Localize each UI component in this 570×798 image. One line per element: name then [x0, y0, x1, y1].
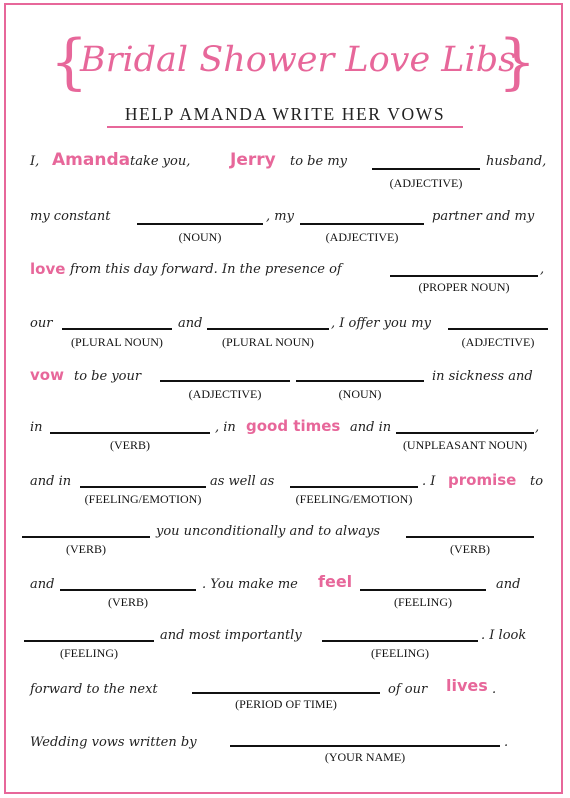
blank-label: (ADJECTIVE): [188, 387, 262, 401]
blank-feeling-emotion[interactable]: [80, 486, 206, 488]
blank-label: (UNPLEASANT NOUN): [402, 438, 528, 452]
line-1-name-2: Jerry: [230, 150, 276, 170]
blank-unpleasant-noun[interactable]: [396, 432, 534, 434]
blank-feeling[interactable]: [322, 640, 478, 642]
line-11-text-3: .: [492, 682, 497, 697]
blank-noun[interactable]: [137, 223, 263, 225]
line-9-text-1: and: [30, 577, 55, 592]
line-11-highlight-lives: lives: [446, 676, 488, 695]
line-3-text-1: from this day forward. In the presence of: [70, 262, 342, 277]
line-7-text-1: and in: [30, 474, 72, 489]
line-3-highlight-love: love: [30, 260, 66, 278]
right-brace: }: [498, 27, 537, 97]
page-title: Bridal Shower Love Libs: [80, 40, 517, 80]
line-11-text-1: forward to the next: [30, 682, 158, 697]
blank-verb[interactable]: [50, 432, 210, 434]
line-4-text-3: , I offer you my: [331, 316, 431, 331]
blank-label: (FEELING): [394, 595, 452, 609]
blank-verb[interactable]: [406, 536, 534, 538]
blank-label: (FEELING): [60, 646, 118, 660]
blank-label: (FEELING/EMOTION): [295, 492, 413, 506]
line-5-highlight-vow: vow: [30, 366, 64, 384]
blank-label: (VERB): [108, 595, 148, 609]
line-7-text-2: as well as: [210, 474, 275, 489]
blank-your-name[interactable]: [230, 745, 500, 747]
line-2-text-1: my constant: [30, 209, 111, 224]
line-8-text-1: you unconditionally and to always: [156, 524, 381, 539]
line-7-highlight-promise: promise: [448, 471, 517, 489]
blank-feeling[interactable]: [360, 589, 486, 591]
blank-label: (PERIOD OF TIME): [235, 697, 337, 711]
line-7-text-3: . I: [422, 474, 436, 489]
line-9-text-3: and: [496, 577, 521, 592]
blank-label: (ADJECTIVE): [325, 230, 399, 244]
line-10-text-1: and most importantly: [160, 628, 302, 643]
blank-label: (PLURAL NOUN): [222, 335, 314, 349]
line-1-text-2: take you,: [130, 154, 191, 169]
line-4-text-1: our: [30, 316, 53, 331]
blank-label: (FEELING/EMOTION): [84, 492, 202, 506]
line-2-text-3: partner and my: [432, 209, 535, 224]
line-10-text-2: . I look: [481, 628, 527, 643]
blank-noun[interactable]: [296, 380, 424, 382]
line-5-text-2: in sickness and: [432, 369, 533, 384]
line-11-text-2: of our: [388, 682, 428, 697]
blank-label: (VERB): [450, 542, 490, 556]
line-12-text-1: Wedding vows written by: [30, 735, 197, 750]
line-1-text-3: to be my: [290, 154, 348, 169]
line-5-text-1: to be your: [74, 369, 142, 384]
line-6-text-3: and in: [350, 420, 392, 435]
line-12-text-2: .: [504, 735, 509, 750]
blank-verb[interactable]: [60, 589, 196, 591]
line-6-text-2: , in: [215, 420, 236, 435]
blank-adjective[interactable]: [372, 168, 480, 170]
line-1-name-1: Amanda: [52, 150, 131, 170]
blank-verb[interactable]: [22, 536, 150, 538]
blank-label: (PROPER NOUN): [418, 280, 510, 294]
left-brace: {: [50, 27, 89, 97]
blank-label: (YOUR NAME): [324, 750, 406, 764]
line-2-text-2: , my: [266, 209, 294, 224]
blank-proper-noun[interactable]: [390, 275, 538, 277]
line-6-text-1: in: [30, 420, 43, 435]
blank-feeling-emotion[interactable]: [290, 486, 418, 488]
blank-adjective[interactable]: [160, 380, 290, 382]
blank-label: (ADJECTIVE): [461, 335, 535, 349]
line-6-text-4: ,: [535, 420, 540, 435]
blank-adjective[interactable]: [300, 223, 424, 225]
blank-plural-noun[interactable]: [62, 328, 172, 330]
blank-label: (ADJECTIVE): [389, 176, 463, 190]
line-1-text-4: husband,: [486, 154, 547, 169]
subtitle-underline: [107, 126, 463, 128]
blank-label: (NOUN): [178, 230, 222, 244]
line-4-text-2: and: [178, 316, 203, 331]
blank-period-of-time[interactable]: [192, 692, 380, 694]
line-9-highlight-feel: feel: [318, 572, 353, 591]
blank-label: (FEELING): [371, 646, 429, 660]
line-3-text-2: ,: [540, 262, 545, 277]
blank-adjective[interactable]: [448, 328, 548, 330]
line-9-text-2: . You make me: [202, 577, 298, 592]
blank-label: (VERB): [66, 542, 106, 556]
line-1-text-1: I,: [30, 154, 40, 169]
blank-label: (NOUN): [338, 387, 382, 401]
blank-label: (VERB): [110, 438, 150, 452]
line-6-highlight-good-times: good times: [246, 417, 341, 435]
blank-feeling[interactable]: [24, 640, 154, 642]
blank-plural-noun[interactable]: [207, 328, 329, 330]
line-7-text-4: to: [530, 474, 544, 489]
blank-label: (PLURAL NOUN): [71, 335, 163, 349]
page-subtitle: HELP AMANDA WRITE HER VOWS: [124, 104, 446, 124]
